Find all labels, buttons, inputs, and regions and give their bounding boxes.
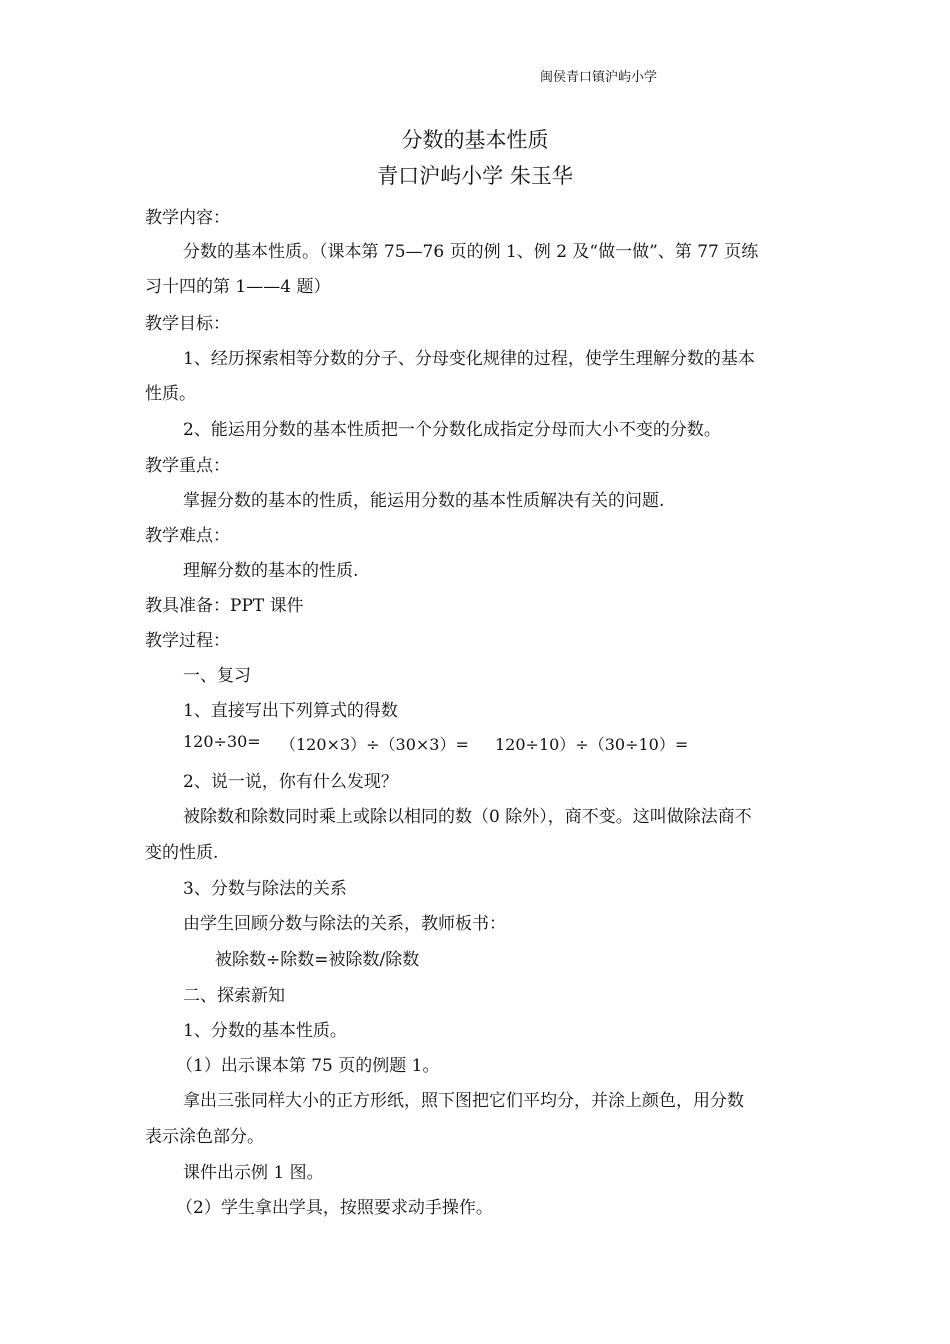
calc-expression-1: 120÷30= [183, 732, 261, 751]
board-text: 被除数÷除数=被除数/除数 [215, 950, 420, 970]
step-1-text: （1）出示课本第 75 页的例题 1。 [176, 1056, 440, 1076]
content-text: 分数的基本性质。（课本第 75—76 页的例 1、例 2 及“做一做”、第 77 页练 [183, 242, 759, 262]
review-item-2: 2、说一说，你有什么发现？ [183, 772, 398, 792]
goals-label: 教学目标： [145, 314, 230, 334]
document-header: 闽侯青口镇沪屿小学 [540, 70, 658, 85]
tools-text: 教具准备：PPT 课件 [145, 596, 304, 616]
finding-text: 变的性质. [145, 843, 219, 863]
review-item-1: 1、直接写出下列算式的得数 [183, 701, 398, 721]
difficulty-text: 理解分数的基本的性质. [183, 561, 359, 581]
finding-text: 被除数和除数同时乘上或除以相同的数（0 除外），商不变。这叫做除法商不 [183, 807, 752, 827]
calc-expression-2: （120×3）÷（30×3）= [280, 735, 469, 754]
author-line: 青口沪屿小学 朱玉华 [377, 164, 573, 188]
content-label: 教学内容： [145, 208, 230, 228]
goal-1-text: 1、经历探索相等分数的分子、分母变化规律的过程，使学生理解分数的基本 [183, 349, 755, 369]
content-text: 习十四的第 1——4 题） [145, 277, 331, 297]
explore-heading: 二、探索新知 [183, 986, 285, 1006]
task-text: 表示涂色部分。 [145, 1127, 264, 1147]
task-text: 拿出三张同样大小的正方形纸，照下图把它们平均分，并涂上颜色，用分数 [183, 1091, 744, 1111]
page-title: 分数的基本性质 [401, 128, 549, 152]
goal-1-text: 性质。 [145, 384, 196, 404]
key-point-label: 教学重点： [145, 456, 230, 476]
process-label: 教学过程： [145, 631, 230, 651]
review-item-3: 3、分数与除法的关系 [183, 879, 347, 899]
difficulty-label: 教学难点： [145, 526, 230, 546]
ppt-text: 课件出示例 1 图。 [183, 1163, 324, 1183]
key-point-text: 掌握分数的基本的性质，能运用分数的基本性质解决有关的问题. [183, 491, 665, 511]
goal-2-text: 2、能运用分数的基本性质把一个分数化成指定分母而大小不变的分数。 [183, 420, 721, 440]
relation-text: 由学生回顾分数与除法的关系，教师板书： [183, 914, 506, 934]
step-2-text: （2）学生拿出学具，按照要求动手操作。 [176, 1198, 493, 1218]
review-heading: 一、复习 [183, 666, 251, 686]
calc-expression-3: 120÷10）÷（30÷10）= [495, 735, 689, 754]
explore-item-1: 1、分数的基本性质。 [183, 1021, 347, 1041]
